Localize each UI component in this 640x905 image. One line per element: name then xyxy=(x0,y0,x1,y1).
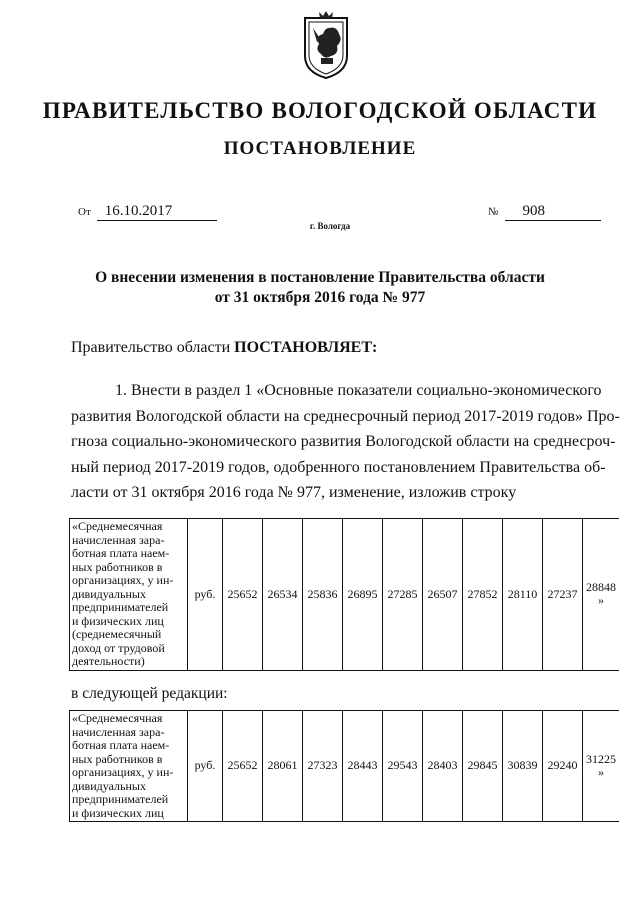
value-cell-last xyxy=(583,519,620,671)
description-line: «Среднемесячная xyxy=(72,711,163,725)
document-number: 908 xyxy=(505,203,601,221)
description-line: и физических лиц xyxy=(72,805,164,820)
value-cell: 29845 xyxy=(463,711,503,822)
description-line: начисленная зара- xyxy=(72,532,165,547)
closing-quote: » xyxy=(598,765,604,779)
value-cell: 28443 xyxy=(343,711,383,822)
description-line: (среднемесячный xyxy=(72,627,162,641)
description-line: предпринимателей xyxy=(72,600,169,614)
old-row-table xyxy=(69,518,619,671)
unit-cell: руб. xyxy=(188,519,223,671)
date-line xyxy=(78,203,217,221)
paragraph-line: гноза социально-экономического развития Вологодской области на среднесроч- xyxy=(71,433,616,450)
subject-line: от 31 октября 2016 года № 977 xyxy=(214,289,426,306)
paragraph-line: развития Вологодской области на среднесрочный период 2017-2019 годов» Про- xyxy=(71,407,620,425)
description-line: предпринимателей xyxy=(72,792,169,806)
description-line: доход от трудовой xyxy=(72,640,165,655)
paragraph-line: ласти от 31 октября 2016 года № 977, изменение, изложив строку xyxy=(71,484,517,501)
value-cell: 25652 xyxy=(223,711,263,822)
description-line: ботная плата наем- xyxy=(72,546,170,560)
redaction-label: в следующей редакции: xyxy=(71,685,228,702)
description-line: ных работников в xyxy=(72,559,163,574)
row-description xyxy=(70,519,188,671)
value-cell: 28403 xyxy=(423,711,463,822)
decree-verb: ПОСТАНОВЛЯЕТ: xyxy=(234,339,378,356)
table-row xyxy=(70,519,620,671)
value-cell: 27852 xyxy=(463,519,503,671)
paragraph-line: 1. Внести в раздел 1 «Основные показатели социально-экономического xyxy=(115,382,602,399)
city: г. Вологда xyxy=(309,221,351,231)
closing-quote: » xyxy=(598,593,604,608)
decree-statement xyxy=(71,339,377,357)
description-line: организациях, у ин- xyxy=(72,573,174,587)
value-cell: 26895 xyxy=(343,519,383,671)
description-line: «Среднемесячная xyxy=(72,519,163,533)
document-subject xyxy=(0,268,640,308)
description-line: деятельности) xyxy=(72,654,145,668)
value-cell: 29543 xyxy=(383,711,423,822)
value-cell: 26534 xyxy=(263,519,303,671)
description-line: и физических лиц xyxy=(72,613,164,628)
document-date: 16.10.2017 xyxy=(97,203,217,221)
value-cell: 27323 xyxy=(303,711,343,822)
value-cell: 28061 xyxy=(263,711,303,822)
last-value: 28848 xyxy=(586,579,616,594)
value-cell: 25836 xyxy=(303,519,343,671)
description-line: организациях, у ин- xyxy=(72,765,174,779)
document-type: ПОСТАНОВЛЕНИЕ xyxy=(223,138,417,159)
value-cell: 27285 xyxy=(383,519,423,671)
value-cell: 26507 xyxy=(423,519,463,671)
date-label: От xyxy=(78,206,91,218)
table-row xyxy=(70,711,620,822)
government-title: ПРАВИТЕЛЬСТВО ВОЛОГОДСКОЙ ОБЛАСТИ xyxy=(42,98,598,123)
value-cell: 30839 xyxy=(503,711,543,822)
subject-line: О внесении изменения в постановление Правительства области xyxy=(95,269,545,286)
paragraph-line: ный период 2017-2019 годов, одобренного постановлением Правительства об- xyxy=(71,458,606,476)
value-cell: 27237 xyxy=(543,519,583,671)
value-cell: 29240 xyxy=(543,711,583,822)
value-cell: 25652 xyxy=(223,519,263,671)
main-paragraph xyxy=(71,378,620,506)
description-line: начисленная зара- xyxy=(72,724,165,739)
description-line: ных работников в xyxy=(72,751,163,766)
new-row-table xyxy=(69,710,619,822)
value-cell: 28110 xyxy=(503,519,543,671)
number-label: № xyxy=(488,206,499,218)
row-description xyxy=(70,711,188,822)
number-line xyxy=(488,203,601,221)
value-cell-last xyxy=(583,711,620,822)
description-line: дивидуальных xyxy=(72,586,146,601)
unit-cell: руб. xyxy=(188,711,223,822)
coat-of-arms-icon xyxy=(299,10,353,80)
description-line: дивидуальных xyxy=(72,778,146,793)
decree-prefix: Правительство области xyxy=(71,339,235,356)
description-line: ботная плата наем- xyxy=(72,738,170,752)
last-value: 31225 xyxy=(586,751,616,766)
